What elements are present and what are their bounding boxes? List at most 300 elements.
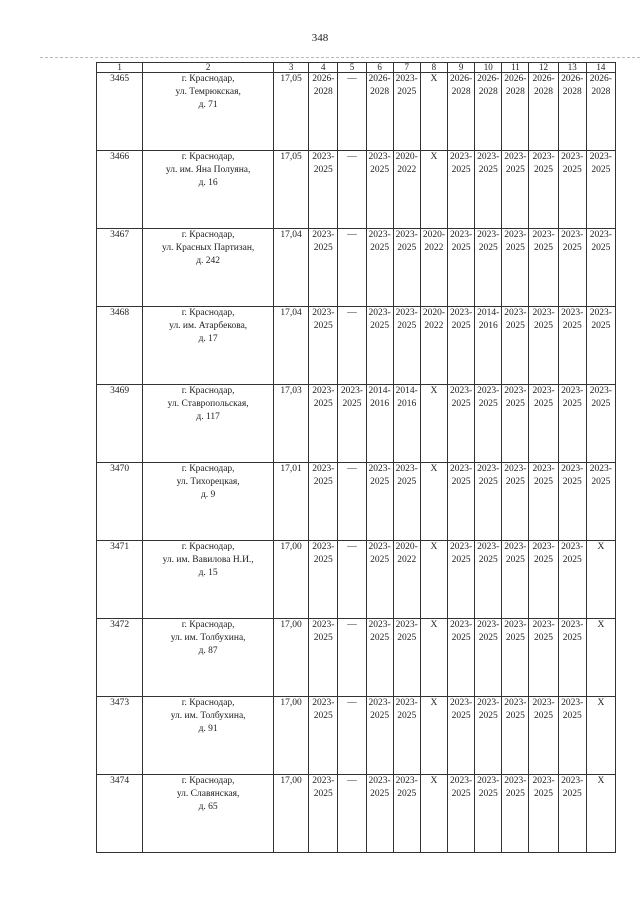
schedule-cell	[558, 463, 586, 541]
schedule-cell	[338, 619, 366, 697]
cell-line: 2022	[424, 321, 444, 331]
schedule-cell	[475, 229, 502, 307]
cell-line: 2023-	[477, 464, 500, 474]
schedule-cell	[393, 385, 420, 463]
value-cell: 17,00	[274, 775, 309, 853]
cell-line: 2023-	[477, 776, 500, 786]
address-cell	[143, 307, 274, 385]
cell-line: 2023-	[504, 230, 527, 240]
table-row	[97, 151, 616, 229]
cell-line: 2025	[505, 633, 525, 643]
cell-line: 2026-	[368, 74, 391, 84]
cell-line: 2023-	[395, 698, 418, 708]
cell-line: —	[347, 464, 357, 474]
cell-line: 2026-	[312, 74, 335, 84]
cell-line: д. 71	[198, 100, 218, 110]
cell-line: 2023-	[368, 620, 391, 630]
cell-line: 2023-	[532, 776, 555, 786]
table-row	[97, 385, 616, 463]
cell-line: 2025	[397, 321, 417, 331]
cell-line: г. Краснодар,	[181, 542, 235, 552]
cell-line: г. Краснодар,	[181, 464, 235, 474]
cell-line: 2025	[370, 165, 390, 175]
row-number: 3467	[97, 229, 143, 307]
cell-line: 2023-	[589, 464, 612, 474]
cell-line: 2023-	[561, 464, 584, 474]
cell-line: 2025	[370, 321, 390, 331]
cell-line: 2025	[451, 321, 471, 331]
schedule-cell	[448, 697, 475, 775]
cell-line: 2023-	[449, 620, 473, 630]
cell-line: 2023-	[504, 698, 527, 708]
address-cell	[143, 151, 274, 229]
address-cell	[143, 541, 274, 619]
cell-line: д. 242	[196, 256, 221, 266]
cell-line: 2025	[534, 399, 554, 409]
cell-line: 2023-	[589, 230, 612, 240]
address-cell	[143, 463, 274, 541]
cell-line: 2023-	[504, 152, 527, 162]
cell-line: 2016	[478, 321, 498, 331]
cell-line: 2025	[397, 243, 417, 253]
cell-line: 2025	[370, 711, 390, 721]
cell-line: д. 91	[198, 724, 218, 734]
cell-line: 2023-	[395, 230, 418, 240]
cell-line: 2023-	[532, 698, 555, 708]
row-number: 3473	[97, 697, 143, 775]
schedule-cell	[309, 385, 338, 463]
schedule-cell	[393, 229, 420, 307]
cell-line: —	[347, 542, 357, 552]
cell-line: 2025	[505, 477, 525, 487]
schedule-cell	[529, 229, 558, 307]
cell-line: 2023-	[561, 698, 584, 708]
schedule-cell	[366, 775, 393, 853]
cell-line: 2025	[313, 711, 333, 721]
cell-line: 2025	[451, 477, 471, 487]
cell-line: 2025	[313, 321, 333, 331]
schedule-cell	[366, 697, 393, 775]
cell-line: 2023-	[532, 542, 555, 552]
cell-line: 2025	[534, 477, 554, 487]
cell-line: ул. им. Яна Полуяна,	[165, 165, 251, 175]
column-number-5: 5	[338, 63, 366, 73]
cell-line: X	[430, 620, 438, 630]
cell-line: 2025	[562, 321, 582, 331]
cell-line: 2025	[370, 477, 390, 487]
cell-line: 2023-	[449, 464, 473, 474]
table-row	[97, 619, 616, 697]
cell-line: 2025	[313, 555, 333, 565]
cell-line: д. 17	[198, 334, 218, 344]
cell-line: ул. им. Атарбекова,	[169, 321, 248, 331]
row-number: 3465	[97, 73, 143, 151]
cell-line: 2025	[562, 789, 582, 799]
schedule-cell	[558, 619, 586, 697]
schedule-cell	[338, 307, 366, 385]
table-row	[97, 541, 616, 619]
cell-line: 2025	[478, 633, 498, 643]
row-number: 3466	[97, 151, 143, 229]
column-number-12: 12	[529, 63, 558, 73]
schedule-cell	[475, 697, 502, 775]
cell-line: 2028	[478, 87, 498, 97]
cell-line: 2025	[451, 633, 471, 643]
schedule-cell	[309, 775, 338, 853]
schedule-cell	[558, 73, 586, 151]
cell-line: X	[430, 776, 438, 786]
cell-line: 2025	[397, 789, 417, 799]
schedule-cell	[338, 775, 366, 853]
cell-line: 2023-	[532, 152, 555, 162]
cell-line: 2022	[397, 555, 417, 565]
schedule-cell	[309, 307, 338, 385]
cell-line: ул. Ставропольская,	[167, 399, 249, 409]
table-row	[97, 463, 616, 541]
schedule-cell	[393, 541, 420, 619]
cell-line: 2026-	[532, 74, 555, 84]
cell-line: 2025	[534, 633, 554, 643]
cell-line: 2023-	[532, 620, 555, 630]
schedule-cell	[338, 385, 366, 463]
row-number: 3468	[97, 307, 143, 385]
cell-line: г. Краснодар,	[181, 620, 235, 630]
cell-line: 2023-	[477, 620, 500, 630]
cell-line: 2025	[451, 555, 471, 565]
cell-line: —	[347, 698, 357, 708]
page-number: 348	[311, 32, 329, 44]
cell-line: 2022	[397, 165, 417, 175]
value-cell: 17,05	[274, 73, 309, 151]
cell-line: 2023-	[504, 542, 527, 552]
cell-line: 2023-	[561, 542, 584, 552]
cell-line: ул. Темрюкская,	[175, 87, 241, 97]
cell-line: 2023-	[312, 308, 335, 318]
column-number-8: 8	[420, 63, 447, 73]
schedule-cell	[586, 151, 615, 229]
schedule-cell	[529, 385, 558, 463]
cell-line: X	[430, 74, 438, 84]
cell-line: 2023-	[312, 230, 335, 240]
cell-line: 2023-	[449, 152, 473, 162]
cell-line: 2023-	[340, 386, 364, 396]
schedule-cell	[475, 463, 502, 541]
cell-line: X	[430, 464, 438, 474]
cell-line: 2023-	[561, 776, 584, 786]
cell-line: 2023-	[449, 698, 473, 708]
schedule-cell	[475, 151, 502, 229]
cell-line: 2025	[534, 789, 554, 799]
table-row	[97, 307, 616, 385]
cell-line: X	[430, 542, 438, 552]
scan-edge-line	[40, 57, 640, 58]
value-cell: 17,00	[274, 697, 309, 775]
schedule-cell	[529, 775, 558, 853]
cell-line: 2025	[562, 555, 582, 565]
cell-line: 2023-	[368, 542, 391, 552]
cell-line: 2023-	[589, 152, 612, 162]
cell-line: 2023-	[532, 230, 555, 240]
schedule-cell	[586, 619, 615, 697]
schedule-cell	[393, 151, 420, 229]
cell-line: 2023-	[449, 542, 473, 552]
cell-line: г. Краснодар,	[181, 776, 235, 786]
cell-line: 2025	[505, 243, 525, 253]
schedule-cell	[420, 541, 447, 619]
schedule-cell	[420, 697, 447, 775]
cell-line: X	[430, 698, 438, 708]
column-number-6: 6	[366, 63, 393, 73]
schedule-cell	[558, 697, 586, 775]
row-number: 3474	[97, 775, 143, 853]
cell-line: 2025	[313, 633, 333, 643]
cell-line: г. Краснодар,	[181, 74, 235, 84]
cell-line: —	[347, 152, 357, 162]
cell-line: 2023-	[368, 698, 391, 708]
schedule-cell	[558, 229, 586, 307]
schedule-cell	[309, 619, 338, 697]
schedule-cell	[309, 697, 338, 775]
cell-line: 2025	[591, 243, 611, 253]
cell-line: 2023-	[589, 386, 612, 396]
cell-line: —	[347, 776, 357, 786]
cell-line: 2023-	[395, 620, 418, 630]
schedule-cell	[475, 385, 502, 463]
schedule-cell	[393, 775, 420, 853]
cell-line: 2020-	[422, 230, 445, 240]
schedule-cell	[586, 775, 615, 853]
schedule-cell	[393, 463, 420, 541]
table-row	[97, 775, 616, 853]
value-cell: 17,00	[274, 541, 309, 619]
cell-line: 2025	[313, 399, 333, 409]
cell-line: 2025	[313, 477, 333, 487]
cell-line: X	[597, 776, 605, 786]
cell-line: 2028	[313, 87, 333, 97]
cell-line: ул. им. Вавилова Н.И.,	[162, 555, 254, 565]
cell-line: 2025	[562, 165, 582, 175]
cell-line: X	[597, 620, 605, 630]
schedule-cell	[393, 73, 420, 151]
cell-line: 2025	[451, 165, 471, 175]
schedule-cell	[448, 73, 475, 151]
schedule-cell	[420, 775, 447, 853]
cell-line: ул. им. Толбухина,	[170, 633, 246, 643]
schedule-cell	[529, 619, 558, 697]
cell-line: 2023-	[449, 308, 473, 318]
schedule-cell	[502, 541, 529, 619]
schedule-cell	[366, 541, 393, 619]
cell-line: X	[430, 152, 438, 162]
cell-line: 2023-	[368, 152, 391, 162]
cell-line: 2023-	[561, 308, 584, 318]
table-row	[97, 697, 616, 775]
cell-line: д. 87	[198, 646, 218, 656]
cell-line: 2025	[534, 165, 554, 175]
row-number: 3472	[97, 619, 143, 697]
schedule-cell	[338, 697, 366, 775]
cell-line: 2025	[534, 321, 554, 331]
cell-line: 2026-	[477, 74, 500, 84]
table-row	[97, 73, 616, 151]
schedule-cell	[502, 697, 529, 775]
schedule-cell	[338, 151, 366, 229]
cell-line: 2023-	[449, 776, 473, 786]
schedule-cell	[393, 307, 420, 385]
schedule-cell	[502, 151, 529, 229]
cell-line: X	[597, 698, 605, 708]
schedule-cell	[475, 73, 502, 151]
cell-line: 2025	[397, 87, 417, 97]
cell-line: 2023-	[477, 152, 500, 162]
cell-line: 2025	[562, 399, 582, 409]
cell-line: X	[430, 386, 438, 396]
column-number-3: 3	[274, 63, 309, 73]
cell-line: 2016	[397, 399, 417, 409]
schedule-cell	[502, 463, 529, 541]
cell-line: 2023-	[395, 464, 418, 474]
cell-line: 2023-	[532, 308, 555, 318]
schedule-cell	[366, 307, 393, 385]
cell-line: 2025	[313, 243, 333, 253]
cell-line: 2025	[505, 711, 525, 721]
column-number-1: 1	[97, 63, 143, 73]
cell-line: 2025	[478, 399, 498, 409]
cell-line: 2025	[370, 789, 390, 799]
schedule-cell	[448, 307, 475, 385]
cell-line: 2023-	[504, 464, 527, 474]
cell-line: ул. Славянская,	[176, 789, 240, 799]
value-cell: 17,03	[274, 385, 309, 463]
column-number-11: 11	[502, 63, 529, 73]
schedule-cell	[586, 463, 615, 541]
schedule-cell	[420, 73, 447, 151]
cell-line: 2020-	[395, 542, 418, 552]
cell-line: 2025	[478, 165, 498, 175]
cell-line: 2023-	[449, 386, 473, 396]
cell-line: 2023-	[477, 542, 500, 552]
schedule-cell	[420, 151, 447, 229]
schedule-cell	[448, 541, 475, 619]
cell-line: 2020-	[395, 152, 418, 162]
cell-line: 2023-	[368, 230, 391, 240]
schedule-cell	[502, 385, 529, 463]
cell-line: 2016	[370, 399, 390, 409]
schedule-cell	[448, 775, 475, 853]
value-cell: 17,04	[274, 229, 309, 307]
schedule-cell	[558, 307, 586, 385]
cell-line: 2025	[591, 477, 611, 487]
schedule-cell	[586, 229, 615, 307]
cell-line: 2026-	[561, 74, 584, 84]
cell-line: 2023-	[312, 698, 335, 708]
cell-line: 2023-	[312, 464, 335, 474]
schedule-cell	[586, 541, 615, 619]
cell-line: 2025	[505, 789, 525, 799]
row-number: 3471	[97, 541, 143, 619]
schedule-cell	[366, 229, 393, 307]
cell-line: 2023-	[312, 776, 335, 786]
cell-line: 2014-	[395, 386, 418, 396]
schedule-cell	[393, 697, 420, 775]
schedule-cell	[448, 151, 475, 229]
schedule-cell	[309, 73, 338, 151]
cell-line: 2025	[397, 633, 417, 643]
cell-line: 2025	[562, 477, 582, 487]
cell-line: 2023-	[504, 620, 527, 630]
cell-line: 2023-	[395, 776, 418, 786]
cell-line: 2025	[370, 555, 390, 565]
schedule-cell	[420, 619, 447, 697]
column-number-row	[97, 63, 616, 73]
cell-line: 2023-	[477, 698, 500, 708]
cell-line: 2023-	[312, 152, 335, 162]
schedule-cell	[338, 463, 366, 541]
schedule-cell	[586, 697, 615, 775]
cell-line: 2025	[478, 711, 498, 721]
cell-line: 2025	[451, 789, 471, 799]
column-number-10: 10	[475, 63, 502, 73]
schedule-cell	[448, 229, 475, 307]
schedule-cell	[448, 463, 475, 541]
cell-line: г. Краснодар,	[181, 698, 235, 708]
schedule-cell	[366, 463, 393, 541]
schedule-cell	[529, 151, 558, 229]
schedule-cell	[448, 385, 475, 463]
cell-line: 2025	[562, 633, 582, 643]
cell-line: 2023-	[504, 386, 527, 396]
column-number-9: 9	[448, 63, 475, 73]
schedule-cell	[475, 541, 502, 619]
column-number-4: 4	[309, 63, 338, 73]
schedule-cell	[558, 151, 586, 229]
schedule-cell	[502, 775, 529, 853]
schedule-cell	[338, 229, 366, 307]
cell-line: 2025	[478, 555, 498, 565]
schedule-cell	[393, 619, 420, 697]
value-cell: 17,04	[274, 307, 309, 385]
value-cell: 17,00	[274, 619, 309, 697]
cell-line: —	[347, 620, 357, 630]
cell-line: 2023-	[395, 74, 418, 84]
cell-line: 2023-	[504, 308, 527, 318]
cell-line: 2025	[591, 165, 611, 175]
address-cell	[143, 385, 274, 463]
cell-line: 2028	[534, 87, 554, 97]
cell-line: 2025	[534, 711, 554, 721]
cell-line: 2025	[534, 243, 554, 253]
cell-line: 2025	[313, 165, 333, 175]
cell-line: д. 117	[196, 412, 220, 422]
cell-line: 2028	[451, 87, 471, 97]
schedule-cell	[529, 697, 558, 775]
column-number-2: 2	[143, 63, 274, 73]
schedule-cell	[586, 307, 615, 385]
cell-line: 2023-	[477, 230, 500, 240]
schedule-cell	[338, 73, 366, 151]
cell-line: г. Краснодар,	[181, 230, 235, 240]
cell-line: 2028	[370, 87, 390, 97]
schedule-cell	[502, 307, 529, 385]
address-cell	[143, 619, 274, 697]
schedule-cell	[366, 73, 393, 151]
cell-line: 2023-	[312, 620, 335, 630]
cell-line: 2028	[505, 87, 525, 97]
schedule-cell	[309, 229, 338, 307]
cell-line: 2023-	[312, 542, 335, 552]
cell-line: 2023-	[312, 386, 335, 396]
schedule-cell	[420, 229, 447, 307]
